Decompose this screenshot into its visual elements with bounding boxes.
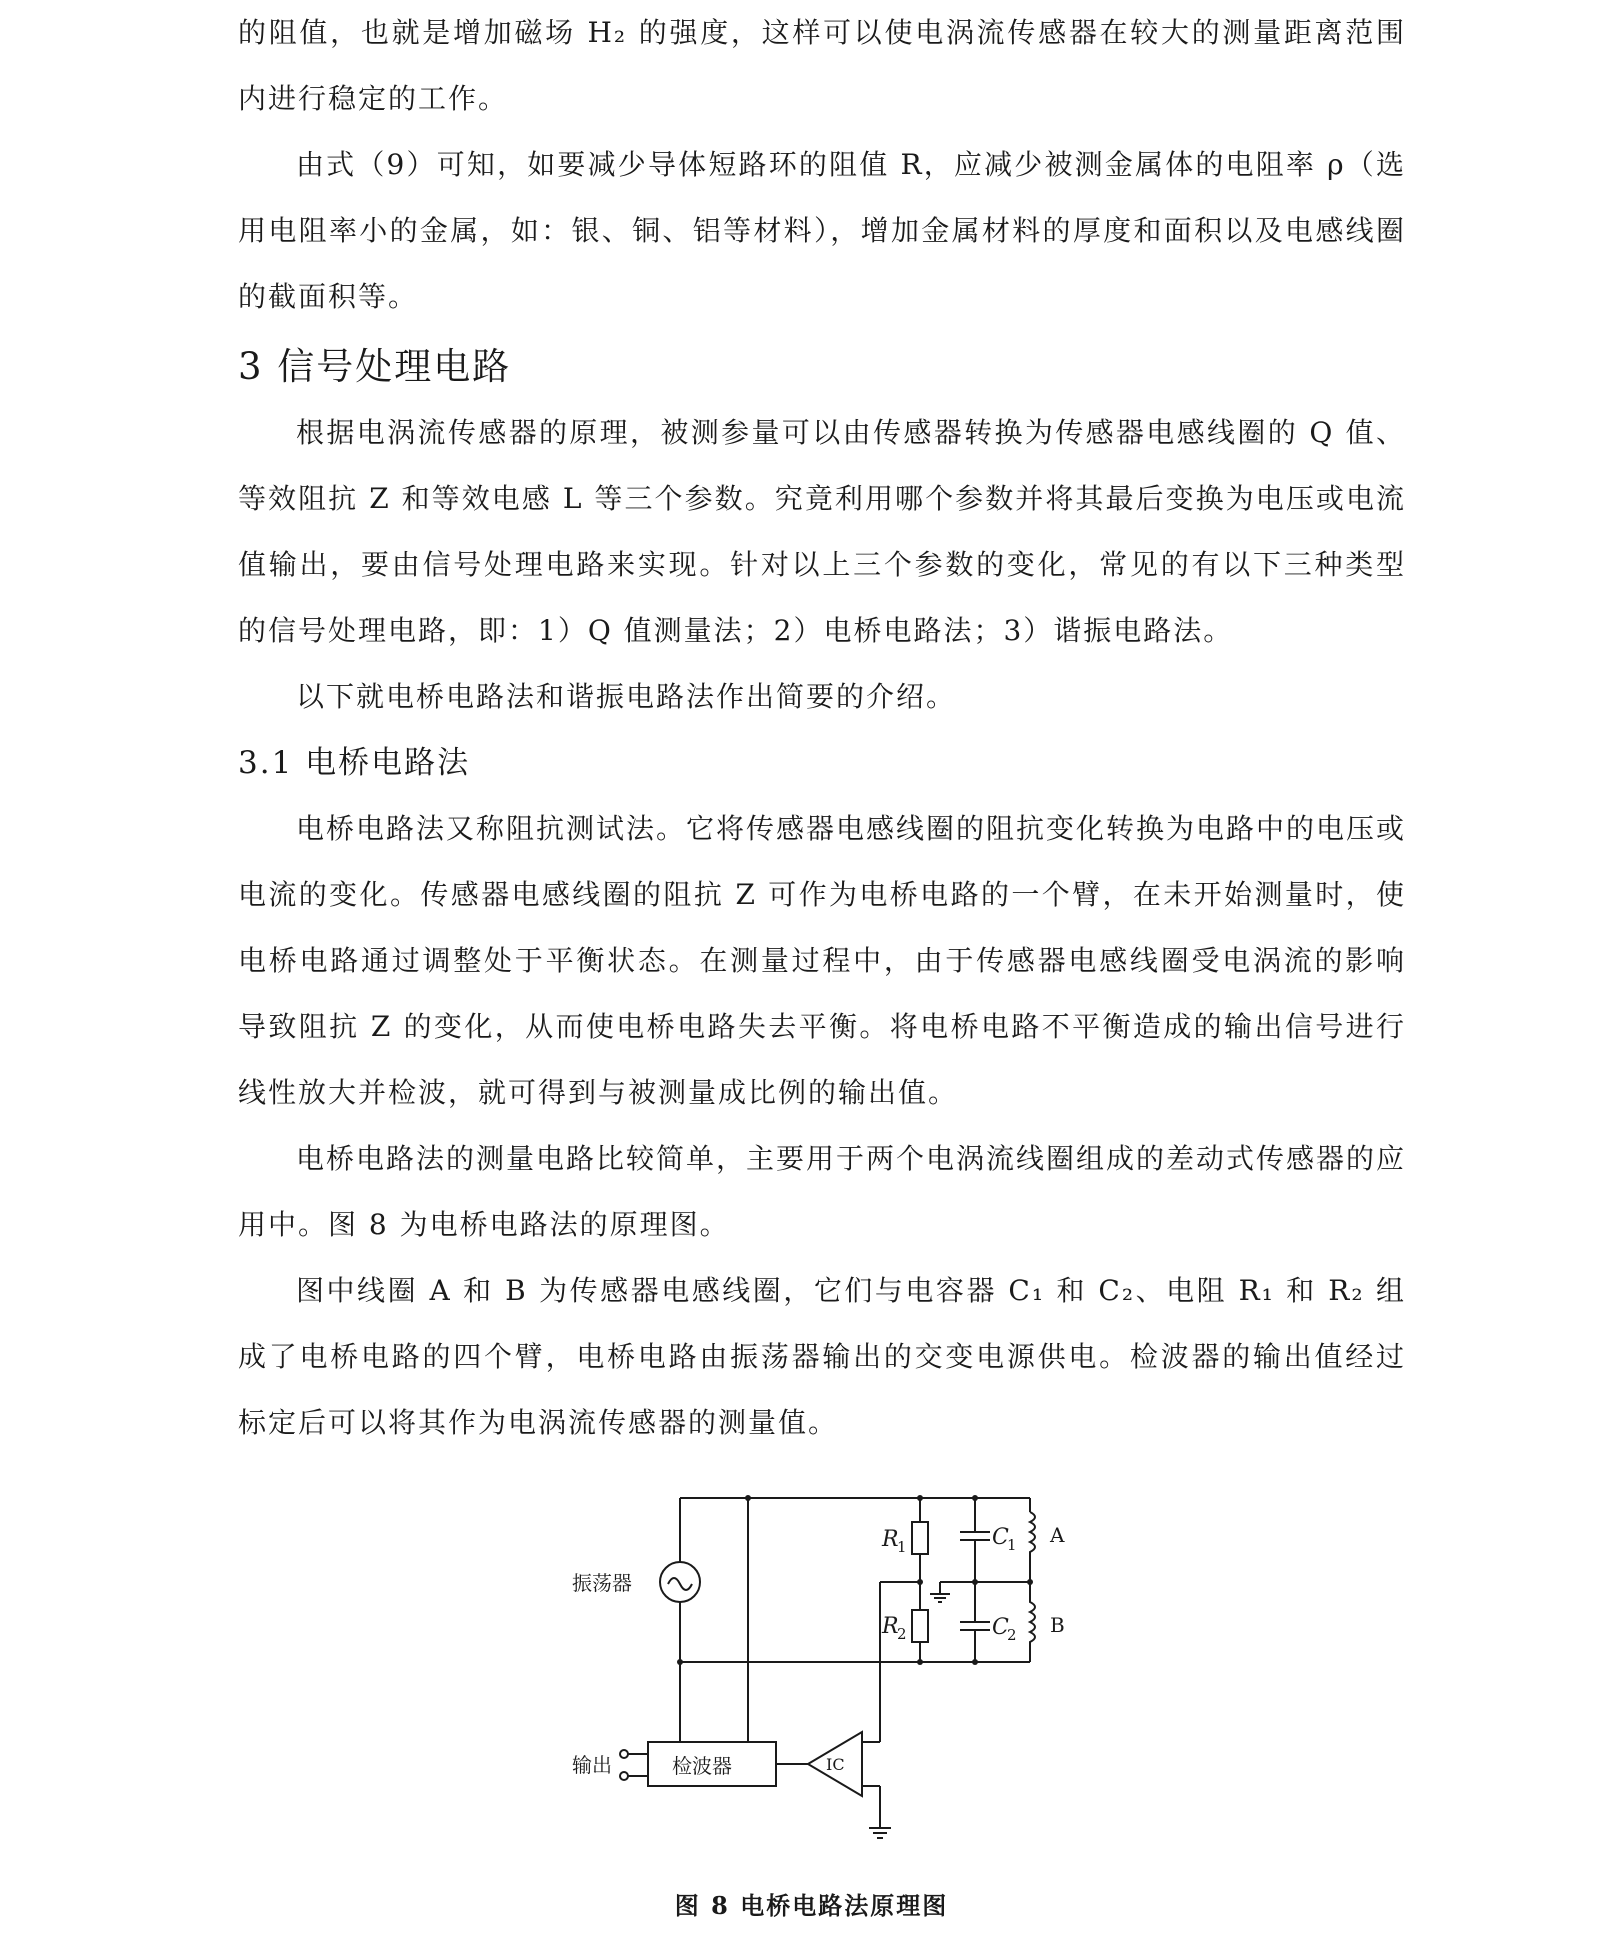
c2-label: C <box>992 1615 1009 1640</box>
junction-dot <box>972 1495 978 1501</box>
text-body <box>238 0 1406 1456</box>
section-heading-3: 3 信号处理电路 <box>238 345 512 388</box>
r2-subscript: 2 <box>897 1625 907 1643</box>
oscillator-label: 振荡器 <box>572 1571 632 1595</box>
junction-dot <box>1027 1579 1033 1585</box>
paragraph-3: 根据电涡流传感器的原理，被测参量可以由传感器转换为传感器电感线圈的 Q 值、等效阻抗 Z 和等效电感 L 等三个参数。究竟利用哪个参数并将其最后变换为电压或电流值输出，要由信号处理电路来实现。针对以上三个参数的变化，常见的有以下三种类型的信号处理电路，即：1）Q 值测量法；2）电桥电路法；3）谐振电路法。 <box>238 416 1406 647</box>
resistor-r1 <box>912 1522 928 1554</box>
coil-a-icon <box>1030 1512 1035 1582</box>
c1-subscript: 1 <box>1007 1536 1017 1554</box>
detector-label: 检波器 <box>672 1754 732 1778</box>
junction-dot <box>972 1579 978 1585</box>
paragraph-6: 电桥电路法的测量电路比较简单，主要用于两个电涡流线圈组成的差动式传感器的应用中。图 8 为电桥电路法的原理图。 <box>238 1142 1407 1241</box>
junction-dot <box>917 1659 923 1665</box>
output-terminal-2 <box>620 1772 628 1780</box>
output-label: 输出 <box>572 1753 612 1777</box>
paragraph-2: 由式（9）可知，如要减少导体短路环的阻值 R，应减少被测金属体的电阻率 ρ（选用电阻率小的金属，如：银、铜、铝等材料），增加金属材料的厚度和面积以及电感线圈的截面积等。 <box>238 148 1406 313</box>
paragraph-5: 电桥电路法又称阻抗测试法。它将传感器电感线圈的阻抗变化转换为电路中的电压或电流的变化。传感器电感线圈的阻抗 Z 可作为电桥电路的一个臂，在未开始测量时，使电桥电路通过调整处于平衡状态。在测量过程中，由于传感器电感线圈受电涡流的影响导致阻抗 Z 的变化，从而使电桥电路失去平衡。将电桥电路不平衡造成的输出信号进行线性放大并检波，就可得到与被测量成比例的输出值。 <box>238 812 1407 1109</box>
sine-wave-icon <box>668 1578 692 1590</box>
paragraph-4: 以下就电桥电路法和谐振电路法作出简要的介绍。 <box>296 680 957 713</box>
junction-dot <box>677 1659 683 1665</box>
output-terminal-1 <box>620 1750 628 1758</box>
section-heading-3-1: 3.1 电桥电路法 <box>238 745 471 781</box>
r2-label: R <box>882 1614 899 1639</box>
paragraph-1: 的阻值，也就是增加磁场 H₂ 的强度，这样可以使电涡流传感器在较大的测量距离范围内进行稳定的工作。 <box>238 16 1406 115</box>
coil-a-label: A <box>1050 1523 1065 1547</box>
c2-subscript: 2 <box>1007 1626 1017 1644</box>
r1-label: R <box>882 1527 899 1552</box>
paragraph-7: 图中线圈 A 和 B 为传感器电感线圈，它们与电容器 C₁ 和 C₂、电阻 R₁ 和 R₂ 组成了电桥电路的四个臂，电桥电路由振荡器输出的交变电源供电。检波器的输出值经过标定后可以将其作为电涡流传感器的测量值。 <box>238 1274 1406 1439</box>
figure-caption: 图 8 电桥电路法原理图 <box>674 1891 949 1920</box>
coil-b-label: B <box>1050 1613 1065 1637</box>
junction-dot <box>917 1579 923 1585</box>
junction-dot <box>917 1495 923 1501</box>
bridge-circuit-diagram <box>560 1490 1120 1880</box>
r1-subscript: 1 <box>897 1538 907 1556</box>
c1-label: C <box>992 1525 1009 1550</box>
junction-dot <box>972 1659 978 1665</box>
coil-b-icon <box>1030 1582 1035 1652</box>
ic-label: IC <box>826 1755 845 1774</box>
resistor-r2 <box>912 1610 928 1642</box>
junction-dot <box>745 1495 751 1501</box>
